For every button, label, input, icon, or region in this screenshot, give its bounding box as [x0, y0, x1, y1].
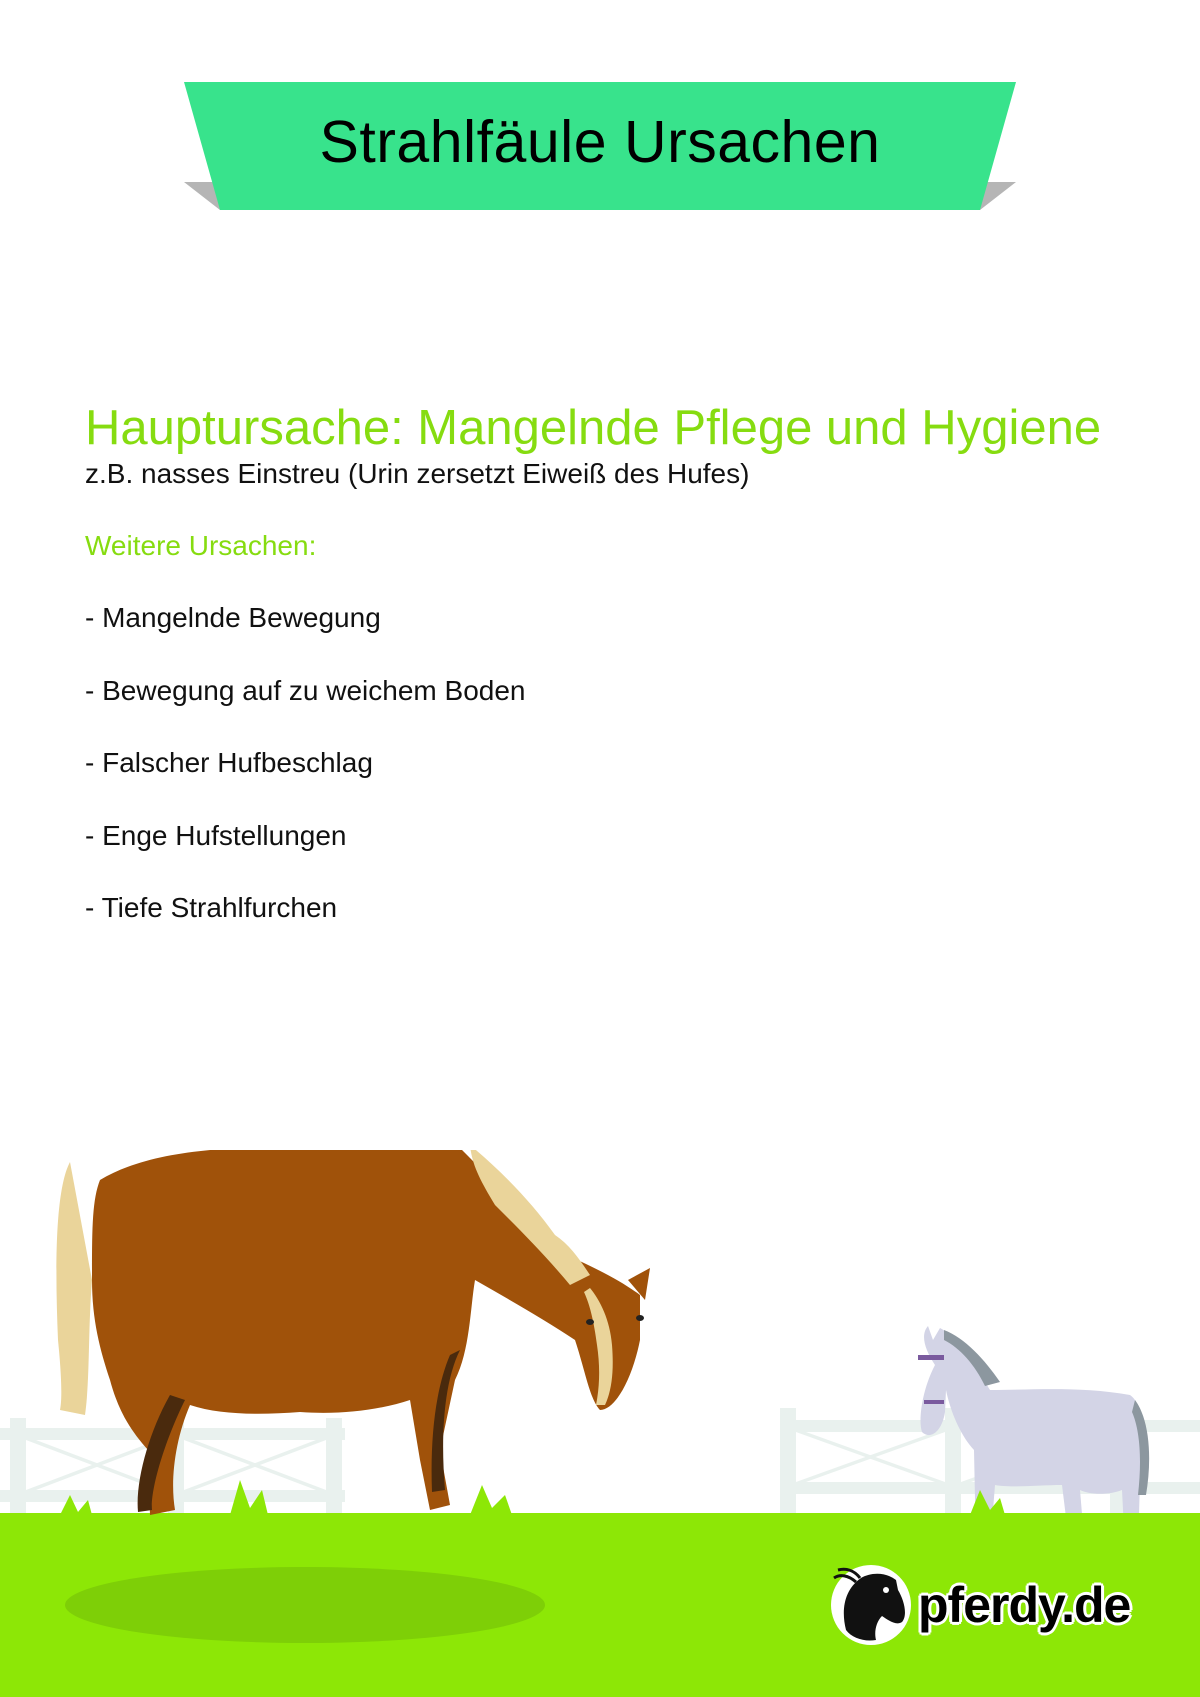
further-causes-list: [85, 602, 526, 965]
list-item: - Falscher Hufbeschlag: [85, 747, 373, 778]
list-item: - Bewegung auf zu weichem Boden: [85, 674, 526, 706]
horse-head-logo-icon: [826, 1560, 916, 1650]
brown-horse-illustration: [56, 1150, 650, 1515]
title-banner: [184, 82, 1016, 210]
brand-name: pferdy.de: [918, 1577, 1131, 1633]
main-cause-heading: Hauptursache: Mangelnde Pflege und Hygiene: [85, 401, 1102, 455]
list-item: - Mangelnde Bewegung: [85, 602, 381, 633]
main-cause-example: z.B. nasses Einstreu (Urin zersetzt Eiweiß des Hufes): [85, 458, 750, 489]
brand-logo: [826, 1560, 1131, 1650]
list-item: - Tiefe Strahlfurchen: [85, 892, 338, 923]
further-causes-heading: Weitere Ursachen:: [85, 530, 317, 561]
list-item: - Enge Hufstellungen: [85, 819, 347, 851]
page-title: Strahlfäule Ursachen: [319, 109, 881, 175]
